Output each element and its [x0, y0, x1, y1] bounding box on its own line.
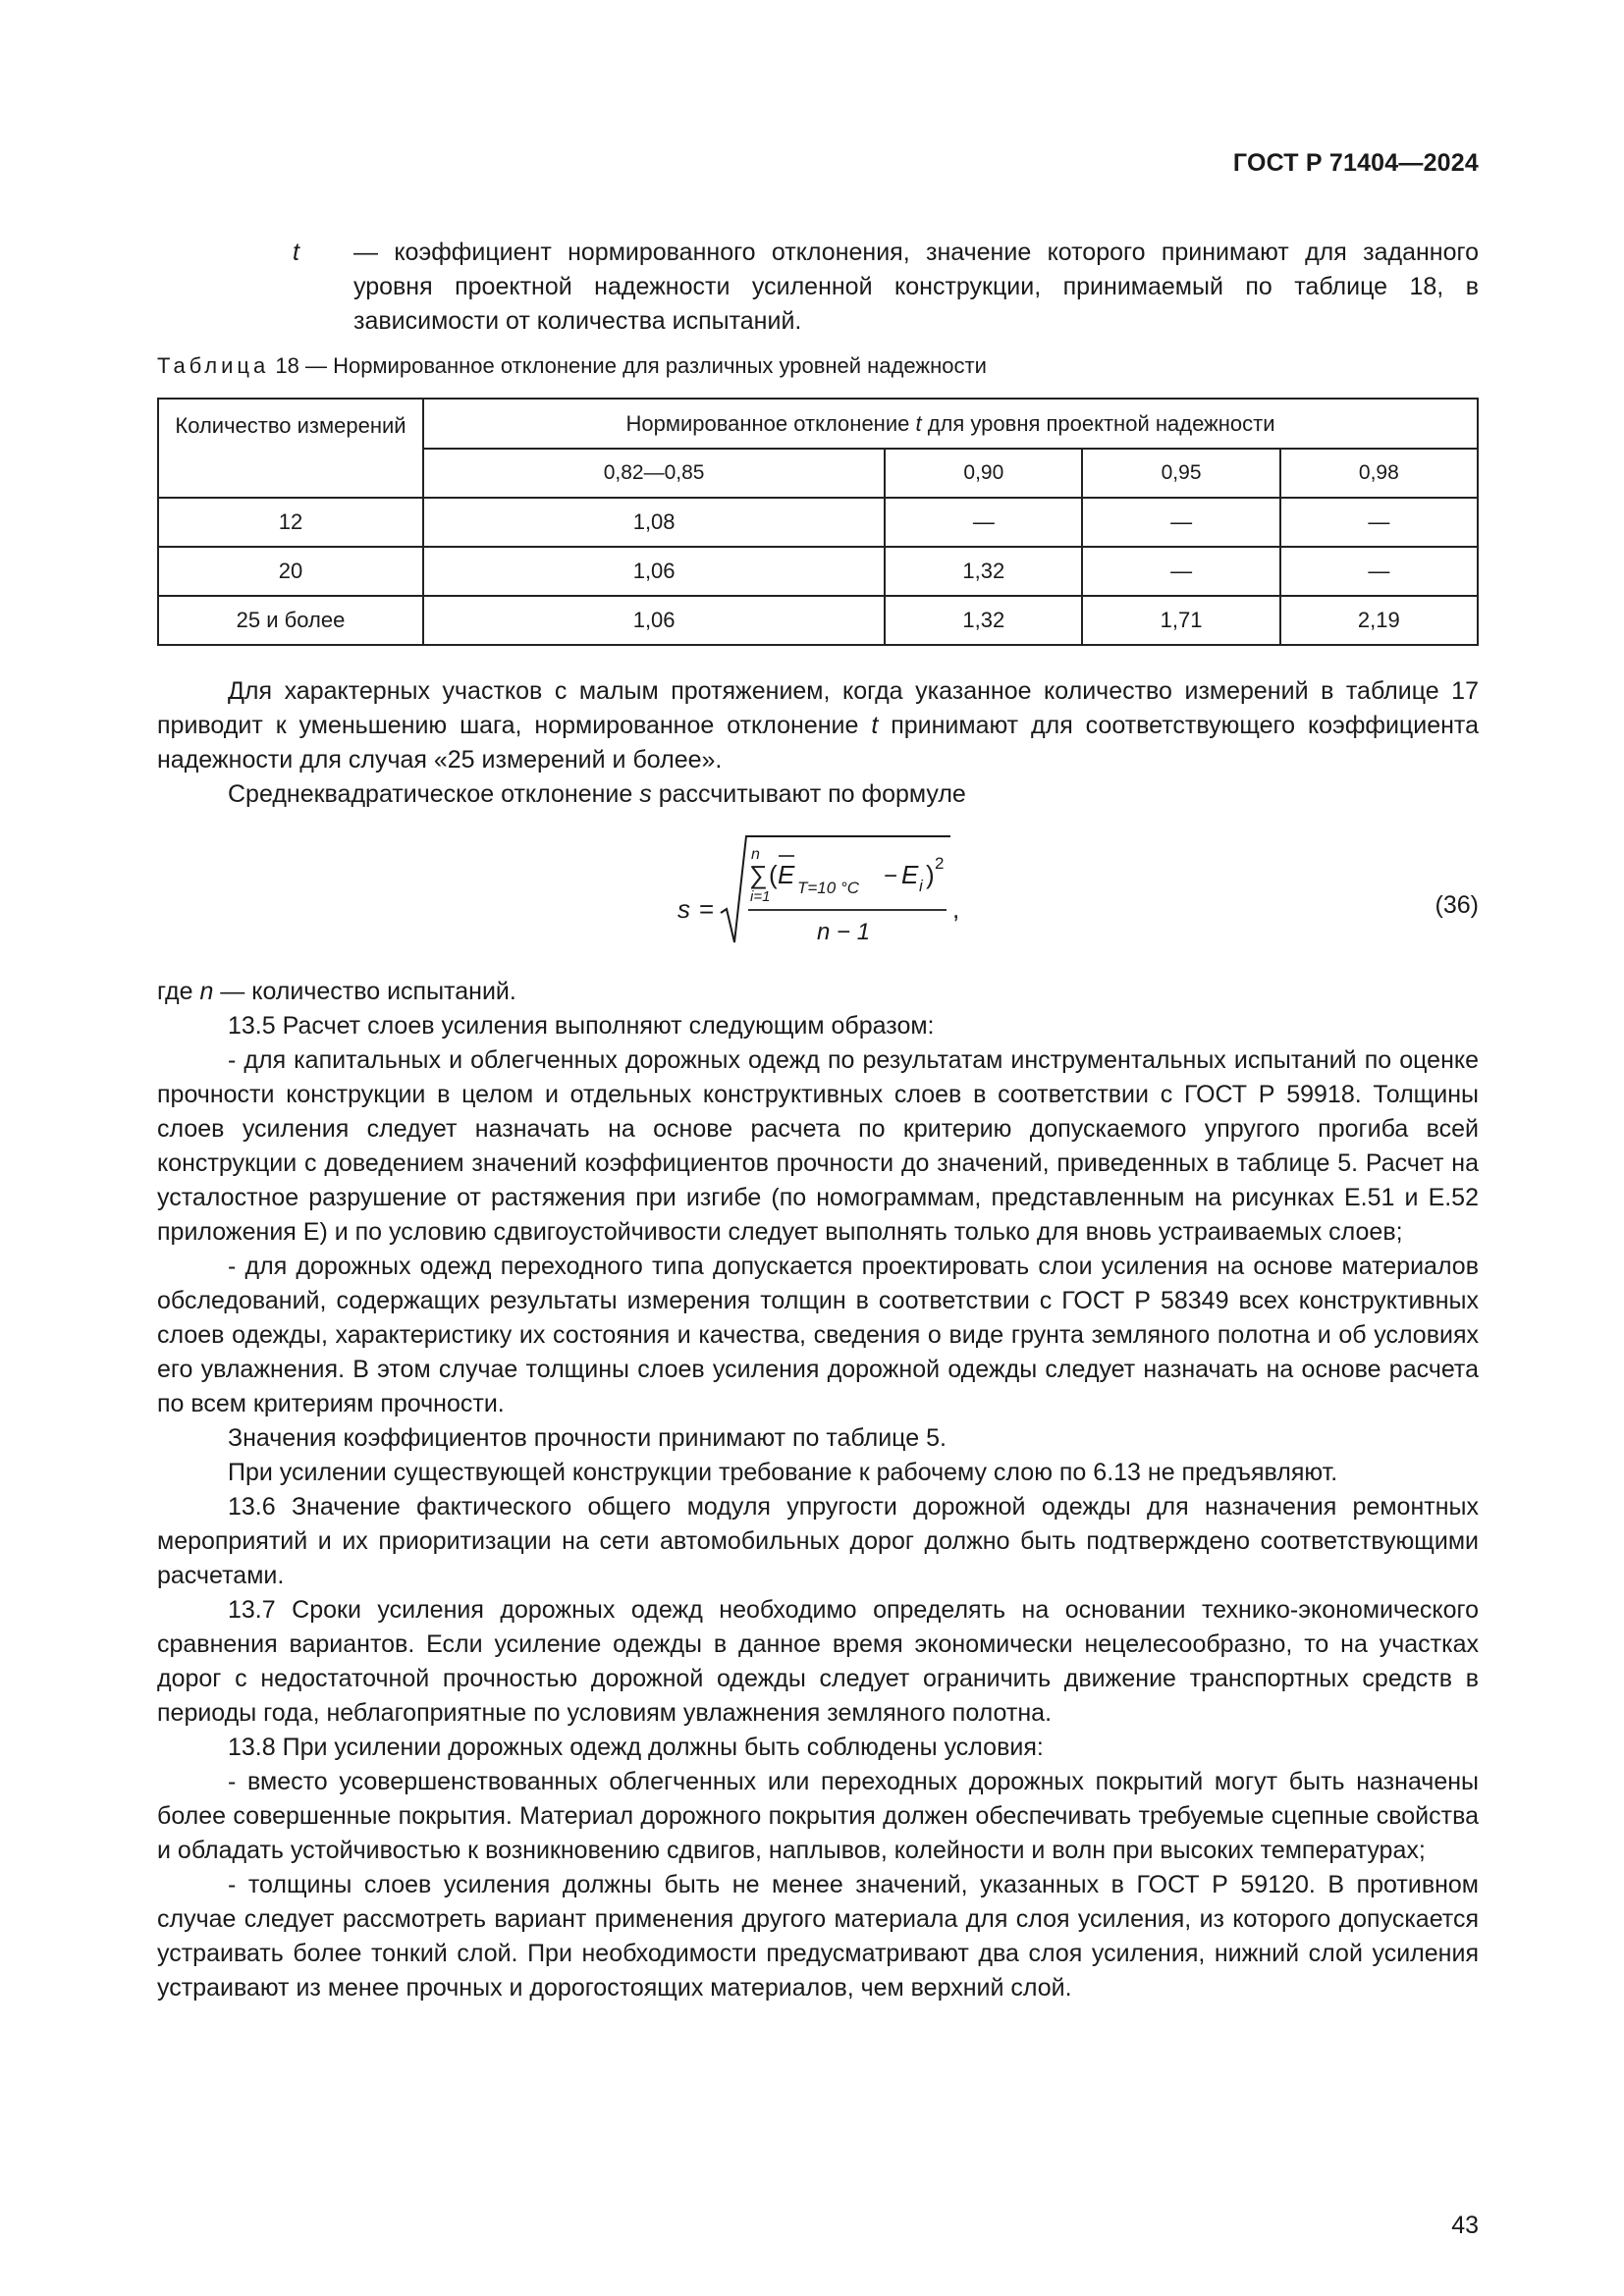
table-row [158, 547, 1478, 596]
table-caption-text: 18 — Нормированное отклонение для различных уровней надежности [269, 353, 987, 378]
sum-upper-limit: n [751, 846, 760, 863]
where-line [157, 975, 1479, 1009]
section-13-8-item-1: - вместо усовершенствованных облегченных или переходных дорожных покрытий могут быть назначены более совершенные покрытия. Материал дорожного покрытия должен обеспечивать требуемые сцепные свойства и обладать устойчивостью к возникновению сдвигов, наплывов, колейности и волн при высоких температурах; [157, 1768, 1479, 1864]
paragraph-small-sections [157, 674, 1479, 777]
paragraphs-after-table [157, 674, 1479, 812]
level-header: 0,98 [1280, 449, 1478, 498]
open-paren: ( [769, 860, 778, 889]
count-cell: 25 и более [158, 596, 423, 645]
minus-sign: − [884, 863, 898, 889]
formula-graphic [157, 834, 1479, 952]
e-subscript: T=10 °C [797, 879, 860, 897]
formula-comma: , [952, 894, 960, 924]
group-header-post: для уровня проектной надежности [921, 410, 1275, 436]
table-caption-word: Таблица [157, 353, 270, 378]
table-caption [157, 353, 987, 379]
document-code: ГОСТ Р 71404—2024 [1232, 149, 1479, 177]
denominator: n − 1 [817, 919, 871, 945]
where-post: — количество испытаний. [213, 978, 516, 1005]
value-cell: — [885, 498, 1082, 547]
level-header: 0,82—0,85 [423, 449, 885, 498]
exponent: 2 [935, 854, 945, 873]
variable-definition-text: — коэффициент нормированного отклонения, значение которого принимают для заданного уровня проектной надежности усиленной конструкции, принимаемый по таблице 18, в зависимости от количества испытаний. [353, 239, 1479, 335]
sum-lower-limit: i=1 [750, 888, 771, 905]
section-13-8-heading: 13.8 При усилении дорожных одежд должны быть соблюдены условия: [228, 1734, 1044, 1761]
reliability-table [157, 398, 1479, 646]
e-bar: E [778, 860, 795, 889]
level-header: 0,90 [885, 449, 1082, 498]
level-header: 0,95 [1082, 449, 1279, 498]
section-13-5-note-2: При усилении существующей конструкции требование к рабочему слою по 6.13 не предъявляют. [228, 1459, 1338, 1486]
group-header-pre: Нормированное отклонение [625, 410, 916, 436]
section-13-5-note-1: Значения коэффициентов прочности принимают по таблице 5. [228, 1424, 947, 1452]
section-13-8-item-2: - толщины слоев усиления должны быть не менее значений, указанных в ГОСТ Р 59120. В противном случае следует рассмотреть вариант применения другого материала для слоя усиления, из которого допускается устраивать более тонкий слой. При необходимости предусматривают два слоя усиления, нижний слой усиления устраивают из менее прочных и дорогостоящих материалов, чем верхний слой. [157, 1871, 1479, 2002]
count-column-header: Количество измерений [158, 399, 423, 498]
value-cell: — [1280, 498, 1478, 547]
paragraph-std-dev [157, 777, 1479, 812]
count-cell: 12 [158, 498, 423, 547]
group-header-var: t [915, 410, 922, 436]
count-cell: 20 [158, 547, 423, 596]
paragraph1-post: принимают для соответствующего коэффициента надежности для случая «25 измерений и более». [157, 712, 1479, 774]
value-cell: 1,08 [423, 498, 885, 547]
variable-symbol: t [293, 239, 299, 266]
section-13-5-item-1: - для капитальных и облегченных дорожных одежд по результатам инструментальных испытаний по оценке прочности конструкции в целом и отдельных конструктивных слоев в соответствии с ГОСТ Р 59918. Толщины слоев усиления следует назначать на основе расчета по критерию допускаемого упругого прогиба всей конструкции с доведением значений коэффициентов прочности до значений, приведенных в таблице 5. Расчет на усталостное разрушение от растяжения при изгибе (по номограммам, представленным на рисунках Е.51 и Е.52 приложения Е) и по условию сдвигоустойчивости следует выполнять только для вновь устраиваемых слоев; [157, 1046, 1479, 1246]
formula-lhs: s [677, 894, 690, 924]
value-cell: 1,06 [423, 596, 885, 645]
formula-equals: = [699, 894, 715, 924]
value-cell: 1,32 [885, 596, 1082, 645]
value-cell: — [1082, 498, 1279, 547]
paragraph2-var: s [639, 780, 652, 808]
value-cell: — [1082, 547, 1279, 596]
page-number: 43 [1451, 2212, 1479, 2239]
table-row [158, 498, 1478, 547]
group-header [423, 399, 1478, 449]
section-13-6: 13.6 Значение фактического общего модуля упругости дорожной одежды для назначения ремонтных мероприятий и их приоритизации на сети автомобильных дорог должно быть подтверждено соответствующими расчетами. [157, 1493, 1479, 1589]
ei-subscript: i [919, 877, 923, 895]
value-cell: 1,06 [423, 547, 885, 596]
paragraph2-post: рассчитывают по формуле [651, 780, 966, 808]
table-header-row [158, 399, 1478, 449]
formula-number: (36) [1435, 891, 1479, 919]
value-cell: 1,32 [885, 547, 1082, 596]
ei-term: E [901, 860, 919, 889]
where-var: n [199, 978, 214, 1005]
close-paren: ) [926, 860, 935, 889]
value-cell: 2,19 [1280, 596, 1478, 645]
paragraph2-pre: Среднеквадратическое отклонение [228, 780, 640, 808]
section-13-5-heading: 13.5 Расчет слоев усиления выполняют следующим образом: [228, 1012, 935, 1040]
paragraph1-var: t [871, 712, 879, 739]
lower-text [157, 975, 1479, 2005]
section-13-5-item-2: - для дорожных одежд переходного типа допускается проектировать слои усиления на основе материалов обследований, содержащих результаты измерения толщин в соответствии с ГОСТ Р 58349 всех конструктивных слоев одежды, характеристику их состояния и качества, сведения о виде грунта земляного полотна и об условиях его увлажнения. В этом случае толщины слоев усиления дорожной одежды следует назначать на основе расчета по всем критериям прочности. [157, 1253, 1479, 1417]
sum-symbol: ∑ [749, 860, 768, 889]
table-row [158, 596, 1478, 645]
section-13-7: 13.7 Сроки усиления дорожных одежд необходимо определять на основании технико-экономического сравнения вариантов. Если усиление одежды в данное время экономически нецелесообразно, то на участках дорог с недостаточной прочностью дорожной одежды следует ограничить движение транспортных средств в периоды года, неблагоприятные по условиям увлажнения земляного полотна. [157, 1596, 1479, 1727]
formula-36 [157, 834, 1479, 952]
paragraph1-pre: Для характерных участков с малым протяжением, когда указанное количество измерений в таблице 17 приводит к уменьшению шага, нормированное отклонение [157, 677, 1479, 739]
value-cell: — [1280, 547, 1478, 596]
value-cell: 1,71 [1082, 596, 1279, 645]
where-pre: где [157, 978, 200, 1005]
